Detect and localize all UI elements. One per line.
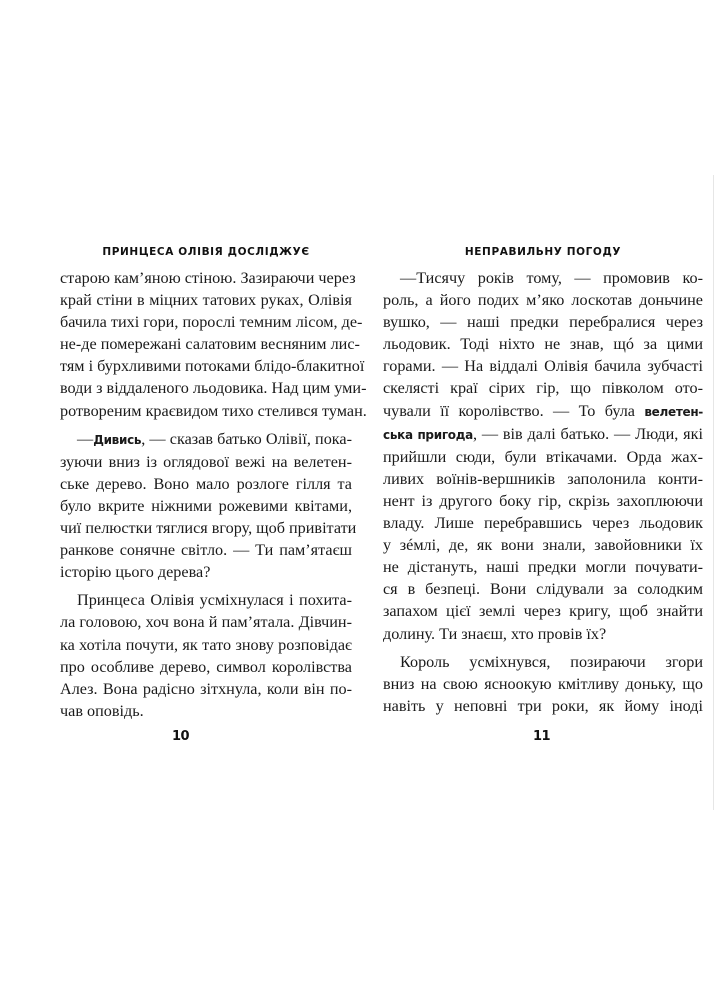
text-line: зуючи вниз із оглядової вежі на велетен- bbox=[60, 452, 352, 471]
text-line: ранкове сонячне світло. — Ти пам’ятаєш bbox=[60, 541, 352, 560]
text-line: край стіни в міцних татових руках, Олівія bbox=[60, 291, 352, 310]
text-line: не-де помережані салатовим весняним лис- bbox=[60, 335, 360, 354]
text-line: чав оповідь. bbox=[60, 701, 144, 720]
text-line: запахом цієї землі через кригу, щоб знайти bbox=[383, 602, 703, 621]
running-head-right: НЕПРАВИЛЬНУ ПОГОДУ bbox=[464, 246, 622, 258]
text-line: долину. Ти знаєш, хто провів їх? bbox=[383, 624, 607, 643]
text-line: чували її королівство. — То була велетен- bbox=[383, 401, 703, 420]
text-line: вниз на свою ясноокую кмітливу доньку, що bbox=[383, 674, 703, 693]
text-line: ська пригода, — вів далі батько. — Люди, які bbox=[383, 424, 703, 443]
page-number-right: 11 bbox=[533, 729, 551, 744]
text-line: горами. — На віддалі Олівія бачила зубчасті bbox=[383, 357, 703, 376]
text-line: старою кам’яною стіною. Зазираючи через bbox=[60, 269, 356, 287]
emphasis-text: велетен- bbox=[644, 404, 703, 419]
body-text-right bbox=[383, 267, 703, 717]
text-line: роль, а його подих м’яко лоскотав доньчине bbox=[383, 291, 703, 310]
left-page bbox=[60, 0, 367, 1000]
page-number-left: 10 bbox=[172, 729, 190, 744]
text-line: ське дерево. Воно мало розлоге гілля та bbox=[60, 474, 352, 493]
text-line: Алез. Вона радісно зітхнула, коли він по- bbox=[60, 679, 352, 698]
text-line: Король усміхнувся, позираючи згори bbox=[400, 652, 703, 671]
text-line: тям і бурхливими потоками блідо-блакитної bbox=[60, 357, 365, 376]
text-line: скелясті краї сірих гір, що півколом ото- bbox=[383, 379, 703, 398]
page-edge bbox=[713, 175, 714, 810]
text-line: Принцеса Олівія усміхнулася і похита- bbox=[77, 591, 352, 610]
text-line: нент із другого боку гір, скрізь захоплюючи bbox=[383, 491, 703, 510]
emphasis-text: Дивись bbox=[93, 432, 142, 447]
text-line: прийшли сюди, були втікачами. Орда жах- bbox=[383, 447, 703, 466]
text-line: було вкрите ніжними рожевими квітами, bbox=[60, 496, 352, 515]
text-line: бачила тихі гори, порослі темним лісом, де- bbox=[60, 313, 363, 332]
body-text-left bbox=[60, 267, 367, 722]
text-line: ла головою, хоч вона й пам’ятала. Дівчин- bbox=[60, 613, 352, 632]
running-head-left: ПРИНЦЕСА ОЛІВІЯ ДОСЛІДЖУЄ bbox=[102, 246, 310, 258]
text-line: ся в безпеці. Вони слідували за солодким bbox=[383, 580, 703, 599]
text-line: ка хотіла почути, як тато знову розповідає bbox=[60, 635, 352, 654]
text-line: води з віддаленого льодовика. Над цим уми- bbox=[60, 379, 367, 398]
text-line: чиї пелюстки тяглися вгору, щоб привітати bbox=[60, 519, 357, 538]
text-line: льодовик. Тоді ніхто не знав, щó за цими bbox=[383, 335, 703, 354]
text-line: —Дивись, — сказав батько Олівії, пока- bbox=[77, 429, 352, 448]
emphasis-text: ська пригода bbox=[383, 427, 473, 442]
text-line: ливих воїнів-вершників заполонила конти- bbox=[383, 469, 703, 488]
text-line: про особливе дерево, символ королівства bbox=[60, 657, 352, 676]
text-line: —Тисячу років тому, — промовив ко- bbox=[400, 269, 703, 287]
text-line: ротвореним краєвидом тихо стелився туман. bbox=[60, 401, 367, 420]
text-line: навіть у неповні три роки, як йому іноді bbox=[383, 696, 703, 715]
text-line: у зéмлі, де, як вони знали, завойовники їх bbox=[383, 536, 703, 555]
text-line: владу. Лише перебравшись через льодовик bbox=[383, 514, 703, 533]
right-page bbox=[383, 0, 703, 1000]
text-line: не дістануть, наші предки могли почувати- bbox=[383, 558, 703, 577]
text-line: історію цього дерева? bbox=[60, 563, 211, 582]
text-line: вушко, — наші предки перебралися через bbox=[383, 313, 703, 332]
